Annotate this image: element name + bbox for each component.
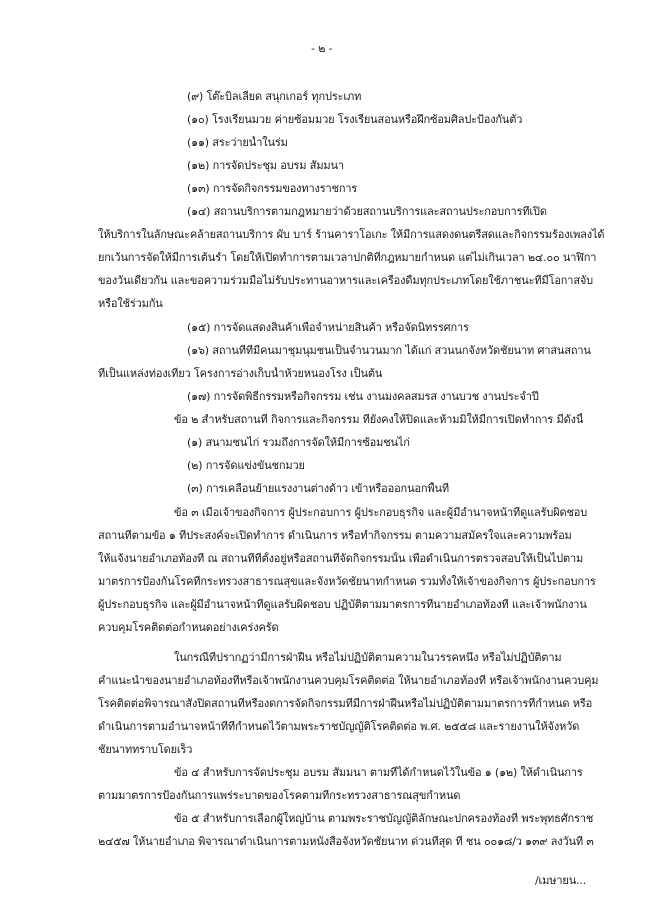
clause-3-line-6: ควบคุมโรคติดต่อกำหนดอย่างเคร่งครัด: [98, 621, 279, 634]
list-item-10: (๑๐) โรงเรียนมวย ค่ายซ้อมมวย โรงเรียนสอนหรือฝึกซ้อมศิลปะป้องกันตัว: [187, 113, 523, 126]
list-item-14-line-5: หรือใช้ร่วมกัน: [98, 297, 163, 310]
clause-2-item-1: (๑) สนามชนไก่ รวมถึงการจัดให้มีการซ้อมชนไก่: [187, 436, 410, 449]
list-item-14-line-3: ยกเว้นการจัดให้มีการเต้นรำ โดยให้เปิดทำการตามเวลาปกติที่กฎหมายกำหนด แต่ไม่เกินเวลา ๒๔.๐๐ นาฬิกา: [98, 251, 597, 264]
list-item-9: (๙) โต๊ะบิลเลียด สนุกเกอร์ ทุกประเภท: [187, 90, 362, 103]
list-item-17: (๑๗) การจัดพิธีกรรมหรือกิจกรรม เช่น งานมงคลสมรส งานบวช งานประจำปี: [187, 390, 539, 403]
violation-line-5: ชัยนาททราบโดยเร็ว: [98, 743, 193, 756]
violation-line-1: ในกรณีที่ปรากฏว่ามีการฝ่าฝืน หรือไม่ปฏิบัติตามความในวรรคหนึ่ง หรือไม่ปฏิบัติตาม: [174, 651, 562, 664]
clause-4-line-2: ตามมาตรการป้องกันการแพร่ระบาดของโรคตามที่กระทรวงสาธารณสุขกำหนด: [98, 789, 461, 802]
list-item-14-line-2: ให้บริการในลักษณะคล้ายสถานบริการ ผับ บาร์ ร้านคาราโอเกะ ให้มีการแสดงดนตรีสดและกิจกรรมร้องเพลงได้: [98, 228, 605, 241]
list-item-14-line-1: (๑๔) สถานบริการตามกฎหมายว่าด้วยสถานบริการและสถานประกอบการที่เปิด: [187, 205, 547, 218]
clause-3-line-5: ผู้ประกอบธุรกิจ และผู้มีอำนาจหน้าที่ดูแลรับผิดชอบ ปฏิบัติตามมาตรการที่นายอำเภอท้องที่ และเจ้าพนักงาน: [98, 598, 587, 611]
list-item-16-line-2: ที่เป็นแหล่งท่องเที่ยว โครงการอ่างเก็บน้ำห้วยหนองโรง เป็นต้น: [98, 367, 383, 380]
list-item-16-line-1: (๑๖) สถานที่ที่มีคนมาชุมนุมชนเป็นจำนวนมาก ได้แก่ สวนนกจังหวัดชัยนาท ศาสนสถาน: [187, 344, 591, 357]
continuation-marker: /เมษายน...: [535, 874, 587, 887]
list-item-14-line-4: ของวันเดียวกัน และขอความร่วมมือไม่รับประทานอาหารและเครื่องดื่มทุกประเภทโดยใช้ภาชนะที่มีโอกาสจับ: [98, 274, 594, 287]
clause-2-heading: ข้อ ๒ สำหรับสถานที่ กิจการและกิจกรรม ที่ยังคงให้ปิดและห้ามมิให้มีการเปิดทำการ มีดังนี้: [174, 413, 584, 426]
violation-line-4: ดำเนินการตามอำนาจหน้าที่ที่กำหนดไว้ตามพระราชบัญญัติโรคติดต่อ พ.ศ. ๒๕๕๘ และรายงานให้จังหวัด: [98, 720, 580, 733]
list-item-12: (๑๒) การจัดประชุม อบรม สัมมนา: [187, 159, 344, 172]
list-item-13: (๑๓) การจัดกิจกรรมของทางราชการ: [187, 182, 358, 195]
clause-3-line-1: ข้อ ๓ เมื่อเจ้าของกิจการ ผู้ประกอบการ ผู้ประกอบธุรกิจ และผู้มีอำนาจหน้าที่ดูแลรับผิดชอบ: [174, 506, 588, 519]
clause-5-line-1: ข้อ ๕ สำหรับการเลือกผู้ใหญ่บ้าน ตามพระราชบัญญัติลักษณะปกครองท้องที่ พระพุทธศักราช: [174, 812, 594, 825]
page-number: - ๒ -: [311, 42, 333, 55]
list-item-15: (๑๕) การจัดแสดงสินค้าเพื่อจำหน่ายสินค้า หรือจัดนิทรรศการ: [187, 321, 469, 334]
violation-line-3: โรคติดต่อพิจารณาสั่งปิดสถานที่หรืองดการจัดกิจกรรมที่มีการฝ่าฝืนหรือไม่ปฏิบัติตามมาตรการที่กำหนด หรือ: [98, 697, 593, 710]
violation-line-2: คำแนะนำของนายอำเภอท้องที่หรือเจ้าพนักงานควบคุมโรคติดต่อ ให้นายอำเภอท้องที่ หรือเจ้าพนักงานควบคุม: [98, 674, 599, 687]
clause-2-item-3: (๓) การเคลื่อนย้ายแรงงานต่างด้าว เข้าหรือออกนอกพื้นที่: [187, 482, 449, 495]
clause-3-line-4: มาตรการป้องกันโรคที่กระทรวงสาธารณสุขและจังหวัดชัยนาทกำหนด รวมทั้งให้เจ้าของกิจการ ผู้ประกอบการ: [98, 575, 596, 588]
list-item-11: (๑๑) สระว่ายน้ำในร่ม: [187, 136, 288, 149]
clause-3-line-3: ให้แจ้งนายอำเภอท้องที่ ณ สถานที่ที่ตั้งอยู่หรือสถานที่จัดกิจกรรมนั้น เพื่อดำเนินการตรวจสอบให้เป็นไปตาม: [98, 552, 584, 565]
clause-3-line-2: สถานที่ตามข้อ ๑ ที่ประสงค์จะเปิดทำการ ดำเนินการ หรือทำกิจกรรม ตามความสมัครใจและความพร้อม: [98, 529, 572, 542]
clause-2-item-2: (๒) การจัดแข่งขันชกมวย: [187, 459, 305, 472]
clause-4-line-1: ข้อ ๔ สำหรับการจัดประชุม อบรม สัมมนา ตามที่ได้กำหนดไว้ในข้อ ๑ (๑๒) ให้ดำเนินการ: [174, 766, 583, 779]
clause-5-line-2: ๒๔๕๗ ให้นายอำเภอ พิจารณาดำเนินการตามหนังสือจังหวัดชัยนาท ด่วนที่สุด ที่ ชน ๐๐๑๘/ว ๑๓๙ ลงวันที่ ๓: [98, 835, 594, 848]
